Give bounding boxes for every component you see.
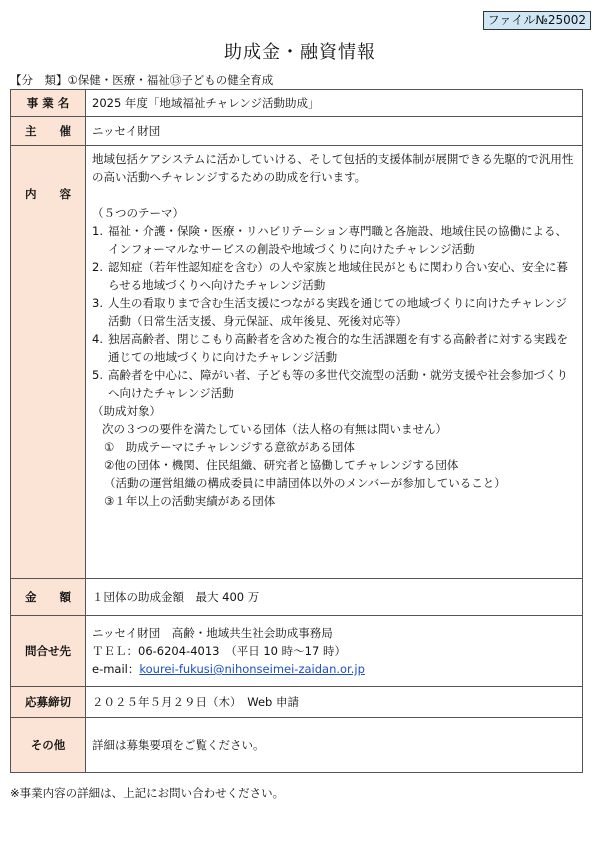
other-value: 詳細は募集要項をご覧ください。: [86, 718, 583, 773]
deadline-value: ２０２５年５月２９日（木） Web 申請: [86, 687, 583, 718]
content-row: [11, 146, 583, 579]
requirement-note: （活動の運営組織の構成委員に申請団体以外のメンバーが参加していること）: [104, 476, 506, 490]
content-value: [86, 146, 583, 579]
contact-value: [86, 616, 583, 687]
theme-text: 福祉・介護・保険・医療・リハビリテーション専門職と各施設、地域住民の協働による、インフォーマルなサービスの創設や地域づくりに向けたチャレンジ活動: [108, 224, 567, 256]
contact-org: ニッセイ財団 高齢・地域共生社会助成事務局: [92, 626, 333, 640]
requirement-item: ① 助成テーマにチャレンジする意欲がある団体: [104, 440, 355, 454]
theme-item: [92, 366, 576, 402]
category-line: 【分 類】①保健・医療・福祉⑬子どもの健全育成: [10, 73, 274, 87]
requirement-item: ③１年以上の活動実績がある団体: [104, 494, 276, 508]
page-title: 助成金・融資情報: [224, 42, 376, 63]
theme-number: 2.: [92, 260, 103, 274]
theme-number: 5.: [92, 368, 103, 382]
amount-label: 金 額: [11, 579, 86, 616]
deadline-row: [11, 687, 583, 718]
other-label: その他: [11, 718, 86, 773]
program-row: [11, 90, 583, 117]
theme-text: 高齢者を中心に、障がい者、子ども等の多世代交流型の活動・就労支援や社会参加づくりへ向けたチャレンジ活動: [108, 368, 568, 400]
theme-item: [92, 294, 576, 330]
contact-row: [11, 616, 583, 687]
deadline-label: 応募締切: [11, 687, 86, 718]
theme-item: [92, 330, 576, 366]
program-label: 事 業 名: [11, 90, 86, 117]
file-number-badge: ファイル№25002: [483, 11, 591, 30]
theme-number: 3.: [92, 296, 103, 310]
content-label: 内 容: [11, 146, 86, 579]
email-link[interactable]: kourei-fukusi@nihonseimei-zaidan.or.jp: [139, 662, 365, 676]
theme-text: 独居高齢者、閉じこもり高齢者を含めた複合的な生活課題を有する高齢者に対する実践を通じての地域づくりに向けたチャレンジ活動: [108, 332, 568, 364]
other-row: [11, 718, 583, 773]
target-heading: （助成対象）: [92, 404, 161, 418]
theme-number: 4.: [92, 332, 103, 346]
host-value: ニッセイ財団: [86, 117, 583, 146]
contact-label: 問合せ先: [11, 616, 86, 687]
theme-number: 1.: [92, 224, 103, 238]
footnote: ※事業内容の詳細は、上記にお問い合わせください。: [10, 786, 285, 800]
mail-prefix: e-mail：: [92, 662, 140, 676]
content-intro: 地域包括ケアシステムに活かしていける、そして包括的支援体制が展開できる先駆的で汎用性の高い活動へチャレンジするための助成を行います。: [92, 152, 574, 184]
info-table: [10, 89, 583, 773]
themes-heading: （５つのテーマ）: [92, 206, 184, 220]
host-row: [11, 117, 583, 146]
target-intro: 次の３つの要件を満たしている団体（法人格の有無は問いません）: [102, 422, 447, 436]
theme-item: [92, 258, 576, 294]
host-label: 主 催: [11, 117, 86, 146]
program-value: 2025 年度「地域福祉チャレンジ活動助成」: [86, 90, 583, 117]
amount-row: [11, 579, 583, 616]
theme-text: 人生の看取りまで含む生活支援につながる実践を通じての地域づくりに向けたチャレンジ活動（日常生活支援、身元保証、成年後見、死後対応等）: [108, 296, 567, 328]
requirement-item: ②他の団体・機関、住民組織、研究者と協働してチャレンジする団体: [104, 458, 459, 472]
amount-value: １団体の助成金額 最大 400 万: [86, 579, 583, 616]
contact-tel: ＴＥＬ：06-6204-4013 （平日 10 時～17 時）: [92, 644, 346, 658]
theme-text: 認知症（若年性認知症を含む）の人や家族と地域住民がともに関わり合い安心、安全に暮らせる地域づくりへ向けたチャレンジ活動: [108, 260, 568, 292]
theme-item: [92, 222, 576, 258]
theme-list: [92, 222, 576, 402]
contact-mail-line: [92, 660, 576, 678]
